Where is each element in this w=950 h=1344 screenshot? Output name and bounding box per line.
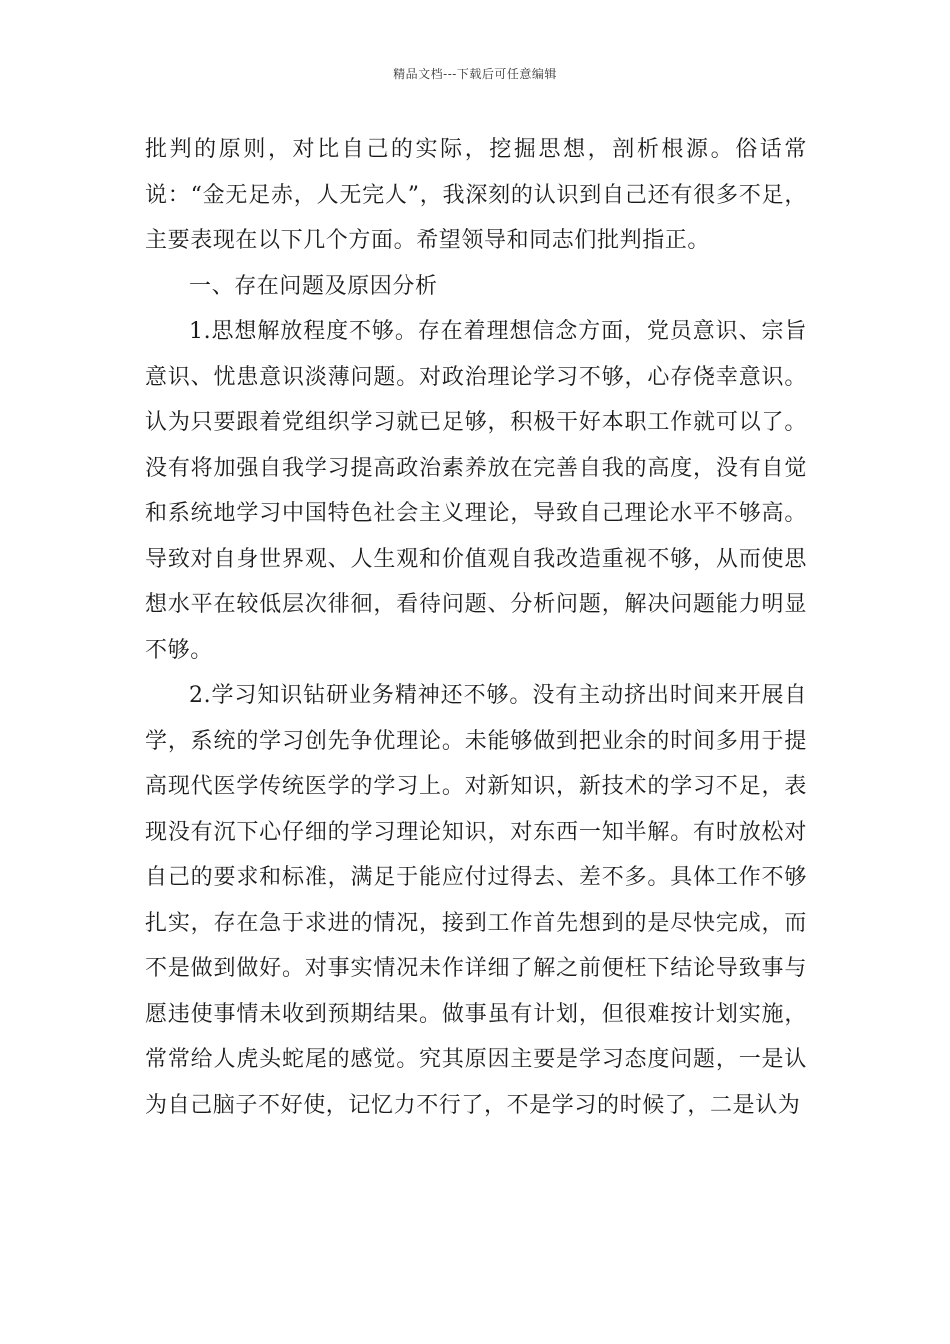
page-header: 精品文档---下载后可任意编辑 [393,67,557,81]
paragraph-continuation: 批判的原则，对比自己的实际，挖掘思想，剖析根源。俗话常说：“金无足赤，人无完人”，我深刻的认识到自己还有很多不足，主要表现在以下几个方面。希望领导和同志们批判指正。 [145,137,807,253]
paragraph-item-2: 2.学习知识钻研业务精神还不够。没有主动挤出时间来开展自学，系统的学习创先争优理论。未能够做到把业余的时间多用于提高现代医学传统医学的学习上。对新知识，新技术的学习不足，表现没有沉下心仔细的学习理论知识，对东西一知半解。有时放松对自己的要求和标准，满足于能应付过得去、差不多。具体工作不够扎实，存在急于求进的情况，接到工作首先想到的是尽快完成，而不是做到做好。对事实情况未作详细了解之前便枉下结论导致事与愿违使事情未收到预期结果。做事虽有计划，但很难按计划实施，常常给人虎头蛇尾的感觉。究其原因主要是学习态度问题，一是认为自己脑子不好使，记忆力不行了，不是学习的时候了，二是认为 [145,683,807,1118]
document-body [145,127,807,1128]
section-heading: 一、存在问题及原因分析 [189,273,438,299]
paragraph-item-1: 1.思想解放程度不够。存在着理想信念方面，党员意识、宗旨意识、忧患意识淡薄问题。对政治理论学习不够，心存侥幸意识。认为只要跟着党组织学习就已足够，积极干好本职工作就可以了。没有将加强自我学习提高政治素养放在完善自我的高度，没有自觉和系统地学习中国特色社会主义理论，导致自己理论水平不够高。导致对自身世界观、人生观和价值观自我改造重视不够，从而使思想水平在较低层次徘徊，看待问题、分析问题，解决问题能力明显不够。 [145,319,807,663]
